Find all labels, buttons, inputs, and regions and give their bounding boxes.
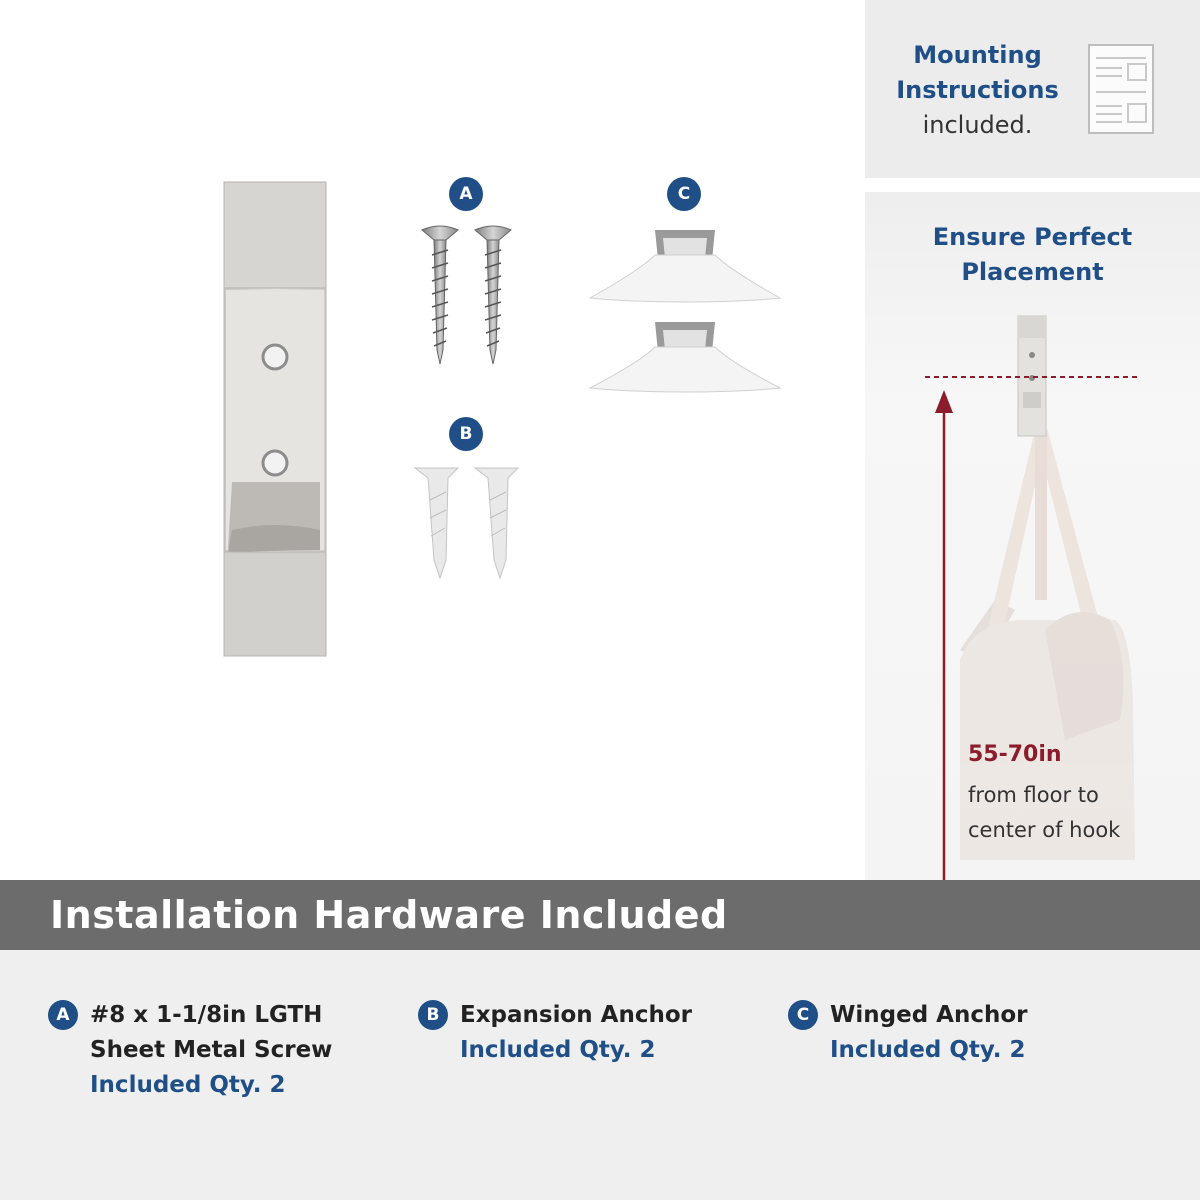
expansion-anchors	[415, 468, 518, 578]
item-a-line1: #8 x 1-1/8in LGTH	[90, 1002, 323, 1028]
item-b-line1: Expansion Anchor	[460, 1002, 692, 1028]
mounting-height-caption-line2: center of hook	[968, 818, 1121, 842]
placement-title	[865, 220, 1200, 290]
item-a-line2: Sheet Metal Screw	[90, 1037, 333, 1063]
winged-anchors	[590, 230, 780, 392]
document-icon	[1088, 44, 1154, 134]
item-b-qty: Included Qty. 2	[460, 1037, 656, 1063]
label-badge-a: A	[449, 177, 483, 211]
item-badge-a: A	[48, 1000, 78, 1030]
instructions-text	[890, 38, 1065, 143]
item-a-qty: Included Qty. 2	[90, 1072, 286, 1098]
placement-title-line1: Ensure Perfect	[932, 223, 1133, 251]
instructions-line1: Mounting	[913, 41, 1042, 69]
section-banner-title: Installation Hardware Included	[50, 893, 728, 937]
instructions-line3: included.	[922, 111, 1033, 139]
label-badge-b: B	[449, 417, 483, 451]
instructions-line2: Instructions	[896, 76, 1059, 104]
placement-title-line2: Placement	[961, 258, 1104, 286]
mounting-height-value: 55-70in	[968, 742, 1062, 767]
sheet-metal-screws	[422, 226, 511, 364]
hardware-illustration	[0, 160, 860, 680]
coat-hook-product	[224, 182, 326, 656]
mounting-height-caption-line1: from floor to	[968, 783, 1099, 807]
item-c-qty: Included Qty. 2	[830, 1037, 1026, 1063]
label-badge-c: C	[667, 177, 701, 211]
item-badge-c: C	[788, 1000, 818, 1030]
item-c-line1: Winged Anchor	[830, 1002, 1028, 1028]
item-badge-b: B	[418, 1000, 448, 1030]
